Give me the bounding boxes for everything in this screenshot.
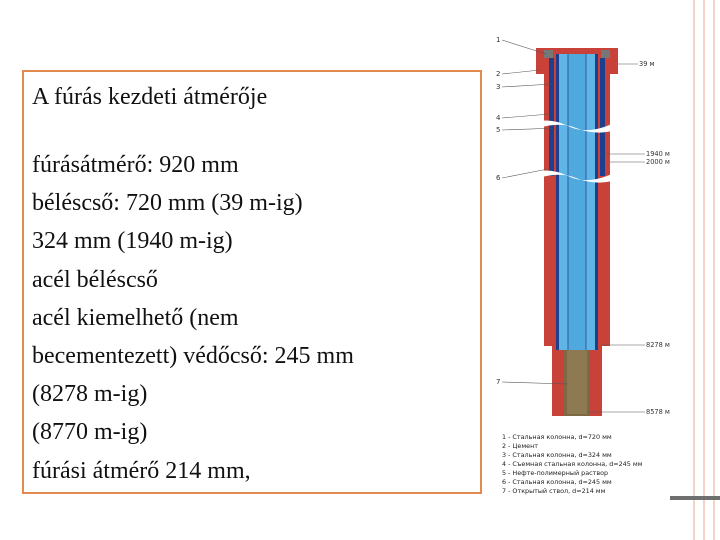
depth-label-1940: 1940 м bbox=[646, 150, 670, 158]
leader-line bbox=[502, 70, 540, 74]
leader-line bbox=[502, 40, 546, 54]
casing-wall bbox=[595, 54, 598, 350]
text-line: béléscső: 720 mm (39 m-ig) bbox=[32, 190, 303, 217]
text-box bbox=[22, 70, 482, 494]
legend-entry: 1 - Стальная колонна, d=720 мм bbox=[502, 433, 612, 441]
casing-wall bbox=[549, 58, 554, 176]
text-line: fúrásátmérő: 920 mm bbox=[32, 152, 239, 178]
depth-label-2000: 2000 м bbox=[646, 158, 670, 166]
inner-string bbox=[568, 54, 586, 350]
well-diagram-svg bbox=[488, 24, 693, 504]
callout-number: 3 bbox=[496, 83, 501, 91]
casing-wall bbox=[600, 58, 605, 176]
callout-number: 7 bbox=[496, 378, 501, 386]
depth-label-8578: 8578 м bbox=[646, 408, 670, 416]
casing-wall bbox=[556, 54, 559, 350]
text-line: acél béléscső bbox=[32, 266, 158, 293]
decorative-line bbox=[693, 0, 695, 540]
text-line: fúrási átmérő 214 mm, bbox=[32, 457, 251, 484]
legend-entry: 6 - Стальная колонна, d=245 мм bbox=[502, 478, 612, 486]
decorative-line bbox=[713, 0, 715, 540]
depth-label-8278: 8278 м bbox=[646, 341, 670, 349]
depth-label-39: 39 м bbox=[639, 60, 655, 68]
wellhead-cap bbox=[601, 50, 610, 58]
callout-number: 2 bbox=[496, 70, 501, 78]
callout-number: 5 bbox=[496, 126, 501, 134]
leader-line bbox=[502, 114, 550, 118]
open-hole-section bbox=[567, 350, 587, 414]
legend-entry: 5 - Нефте-полимерный раствор bbox=[502, 469, 609, 477]
well-diagram bbox=[488, 24, 693, 504]
legend-entry: 2 - Цемент bbox=[502, 442, 538, 450]
text-line: becementezett) védőcső: 245 mm bbox=[32, 343, 354, 370]
text-line: (8770 m-ig) bbox=[32, 419, 148, 446]
legend-entry: 7 - Открытый ствол, d=214 мм bbox=[502, 487, 606, 495]
text-line: 324 mm (1940 m-ig) bbox=[32, 228, 233, 255]
legend-entry: 3 - Стальная колонна, d=324 мм bbox=[502, 451, 612, 459]
text-line: acél kiemelhető (nem bbox=[32, 304, 239, 331]
text-line: (8278 m-ig) bbox=[32, 381, 148, 408]
decorative-line bbox=[703, 0, 705, 540]
slide-heading: A fúrás kezdeti átmérője bbox=[32, 84, 268, 110]
callout-number: 1 bbox=[496, 36, 501, 44]
callout-number: 6 bbox=[496, 174, 501, 182]
callout-number: 4 bbox=[496, 114, 501, 122]
legend-entry: 4 - Съемная стальная колонна, d=245 мм bbox=[502, 460, 643, 468]
